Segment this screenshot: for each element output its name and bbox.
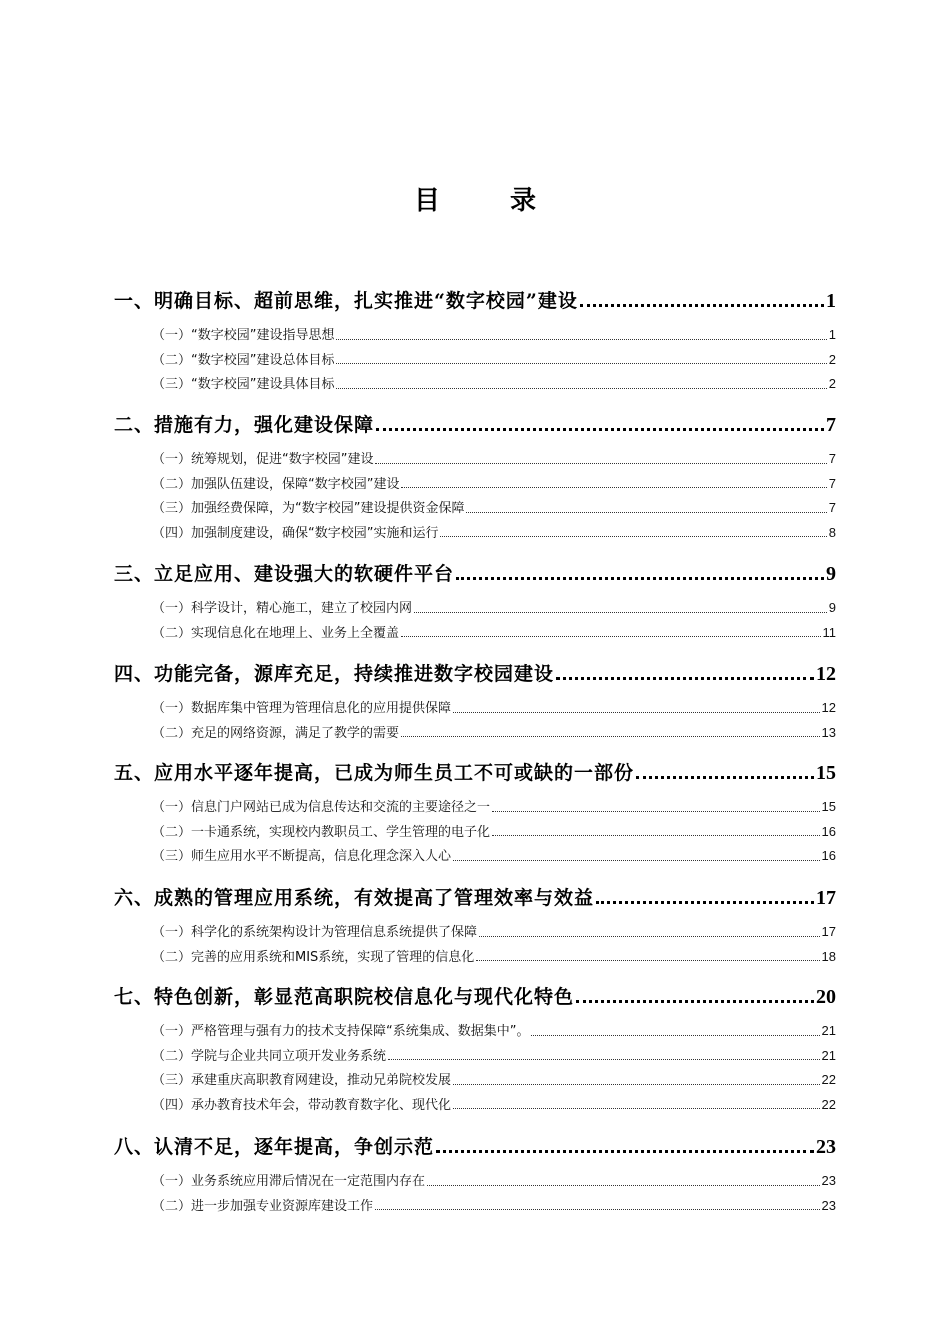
toc-subheading[interactable] [152,373,836,395]
toc-subheading-label: （一）业务系统应用滞后情况在一定范围内存在 [152,1174,426,1189]
toc-heading[interactable] [114,883,836,913]
dot-leader [336,388,826,389]
toc-subheading[interactable] [152,1195,836,1217]
toc-subheading-page-number: 23 [821,1197,836,1213]
toc-subheading-label: （四）加强制度建设，确保“数字校园”实施和运行 [152,525,439,541]
toc-subheading[interactable] [152,921,836,943]
toc-subheading-label: （三）加强经费保障，为“数字校园”建设提供资金保障 [152,501,465,517]
dot-leader [375,1209,820,1210]
toc-heading-label: 三、立足应用、建设强大的软硬件平台 [114,563,455,585]
toc-subheading-label: （三）“数字校园”建设具体目标 [152,377,335,393]
toc-subheading-page-number: 2 [828,376,836,392]
dot-leader [453,712,820,713]
toc-subheading-page-number: 22 [821,1072,836,1088]
toc-subheading-label: （一）信息门户网站已成为信息传达和交流的主要途径之一 [152,800,491,815]
toc-subheading-page-number: 15 [821,799,836,814]
toc-heading-page-number: 9 [826,563,836,585]
toc-subheading-page-number: 22 [821,1096,836,1112]
toc-subheading-label: （三）师生应用水平不断提高，信息化理念深入人心 [152,849,452,865]
dot-leader [476,960,819,961]
toc-subheading-label: （二）进一步加强专业资源库建设工作 [152,1198,374,1214]
toc-heading[interactable] [114,410,836,440]
toc-subheading-page-number: 21 [821,1023,836,1038]
toc-subheading-label: （三）承建重庆高职教育网建设，推动兄弟院校发展 [152,1073,452,1089]
toc-subheading[interactable] [152,796,836,818]
toc-subheading[interactable] [152,821,836,843]
dot-leader [376,428,824,431]
toc-subheading[interactable] [152,622,836,644]
toc-heading-page-number: 17 [816,887,836,909]
dot-leader [556,677,814,680]
toc-heading[interactable] [114,982,836,1012]
toc-heading-label: 一、明确目标、超前思维，扎实推进“数字校园”建设 [114,290,578,312]
dot-leader [466,512,826,513]
toc-subheading[interactable] [152,845,836,867]
toc-subheading-label: （一）严格管理与强有力的技术支持保障“系统集成、数据集中”。 [152,1024,530,1039]
dot-leader [436,1150,814,1153]
toc-heading[interactable] [114,659,836,689]
toc-subheading[interactable] [152,1170,836,1192]
dot-leader [336,339,826,340]
dot-leader [636,776,814,779]
toc-subheading-label: （二）完善的应用系统和MIS系统，实现了管理的信息化 [152,949,475,965]
dot-leader [479,936,820,937]
toc-subheading-label: （二）充足的网络资源，满足了教学的需要 [152,725,400,741]
dot-leader [440,536,826,537]
dot-leader [336,363,826,364]
toc-subheading-page-number: 18 [821,948,836,964]
dot-leader [375,463,826,464]
dot-leader [596,901,814,904]
dot-leader [531,1035,819,1036]
toc-subheading-page-number: 13 [821,724,836,740]
toc-subheading[interactable] [152,1069,836,1091]
toc-subheading-page-number: 8 [828,524,836,540]
toc-subheading-page-number: 12 [821,700,836,715]
toc-subheading[interactable] [152,1045,836,1067]
toc-subheading[interactable] [152,522,836,544]
dot-leader [453,860,820,861]
toc-subheading-label: （一）科学设计，精心施工，建立了校园内网 [152,601,413,616]
toc-subheading-page-number: 16 [821,848,836,864]
toc-heading-label: 四、功能完备，源库充足，持续推进数字校园建设 [114,663,555,685]
toc-heading-page-number: 20 [816,986,836,1008]
dot-leader [492,835,820,836]
toc-subheading-label: （二）一卡通系统，实现校内教职员工、学生管理的电子化 [152,824,491,840]
toc-subheading[interactable] [152,697,836,719]
dot-leader [576,1000,814,1003]
toc-subheading[interactable] [152,1094,836,1116]
toc-subheading-page-number: 7 [828,500,836,516]
toc-heading-label: 二、措施有力，强化建设保障 [114,414,375,436]
toc-subheading[interactable] [152,946,836,968]
toc-subheading-label: （一）科学化的系统架构设计为管理信息系统提供了保障 [152,925,478,940]
toc-heading-page-number: 7 [826,414,836,436]
toc-subheading-label: （二）加强队伍建设，保障“数字校园”建设 [152,476,400,492]
toc-heading-page-number: 15 [816,762,836,784]
dot-leader [453,1084,820,1085]
toc-subheading-page-number: 21 [821,1047,836,1063]
toc-subheading-label: （一）数据库集中管理为管理信息化的应用提供保障 [152,701,452,716]
dot-leader [492,811,820,812]
dot-leader [401,636,820,637]
dot-leader [453,1108,820,1109]
toc-subheading-label: （二）学院与企业共同立项开发业务系统 [152,1048,387,1064]
toc-subheading-page-number: 9 [828,600,836,615]
toc-subheading[interactable] [152,722,836,744]
toc-heading-page-number: 12 [816,663,836,685]
toc-subheading-label: （一）统筹规划，促进“数字校园”建设 [152,452,374,467]
toc-subheading[interactable] [152,324,836,346]
toc-heading[interactable] [114,559,836,589]
toc-subheading[interactable] [152,473,836,495]
dot-leader [427,1185,820,1186]
toc-subheading-page-number: 2 [828,351,836,367]
toc-subheading-page-number: 11 [822,624,836,640]
toc-subheading-label: （二）“数字校园”建设总体目标 [152,352,335,368]
toc-subheading[interactable] [152,1020,836,1042]
dot-leader [580,304,824,307]
toc-heading-page-number: 1 [826,290,836,312]
toc-subheading-page-number: 1 [828,327,836,342]
dot-leader [388,1059,820,1060]
toc-heading[interactable] [114,1132,836,1162]
toc-heading[interactable] [114,286,836,316]
toc-subheading[interactable] [152,597,836,619]
dot-leader [401,487,826,488]
toc-subheading-label: （四）承办教育技术年会，带动教育数字化、现代化 [152,1097,452,1113]
dot-leader [456,577,824,580]
toc-subheading-page-number: 17 [821,924,836,939]
toc-subheading[interactable] [152,349,836,371]
toc-subheading-page-number: 23 [821,1173,836,1188]
toc-title: 目 录 [413,186,558,216]
toc-heading-label: 八、认清不足，逐年提高，争创示范 [114,1136,435,1158]
toc-subheading-label: （二）实现信息化在地理上、业务上全覆盖 [152,625,400,641]
toc-heading-label: 七、特色创新，彰显范高职院校信息化与现代化特色 [114,986,575,1008]
dot-leader [401,736,820,737]
toc-heading-label: 六、成熟的管理应用系统，有效提高了管理效率与效益 [114,887,595,909]
toc-subheading-page-number: 16 [821,823,836,839]
toc-subheading[interactable] [152,497,836,519]
toc-subheading-label: （一）“数字校园”建设指导思想 [152,328,335,343]
toc-heading[interactable] [114,758,836,788]
toc-heading-label: 五、应用水平逐年提高，已成为师生员工不可或缺的一部份 [114,762,635,784]
toc-subheading-page-number: 7 [828,451,836,466]
toc-heading-page-number: 23 [816,1136,836,1158]
dot-leader [414,612,827,613]
toc-subheading-page-number: 7 [828,475,836,491]
toc-subheading[interactable] [152,448,836,470]
